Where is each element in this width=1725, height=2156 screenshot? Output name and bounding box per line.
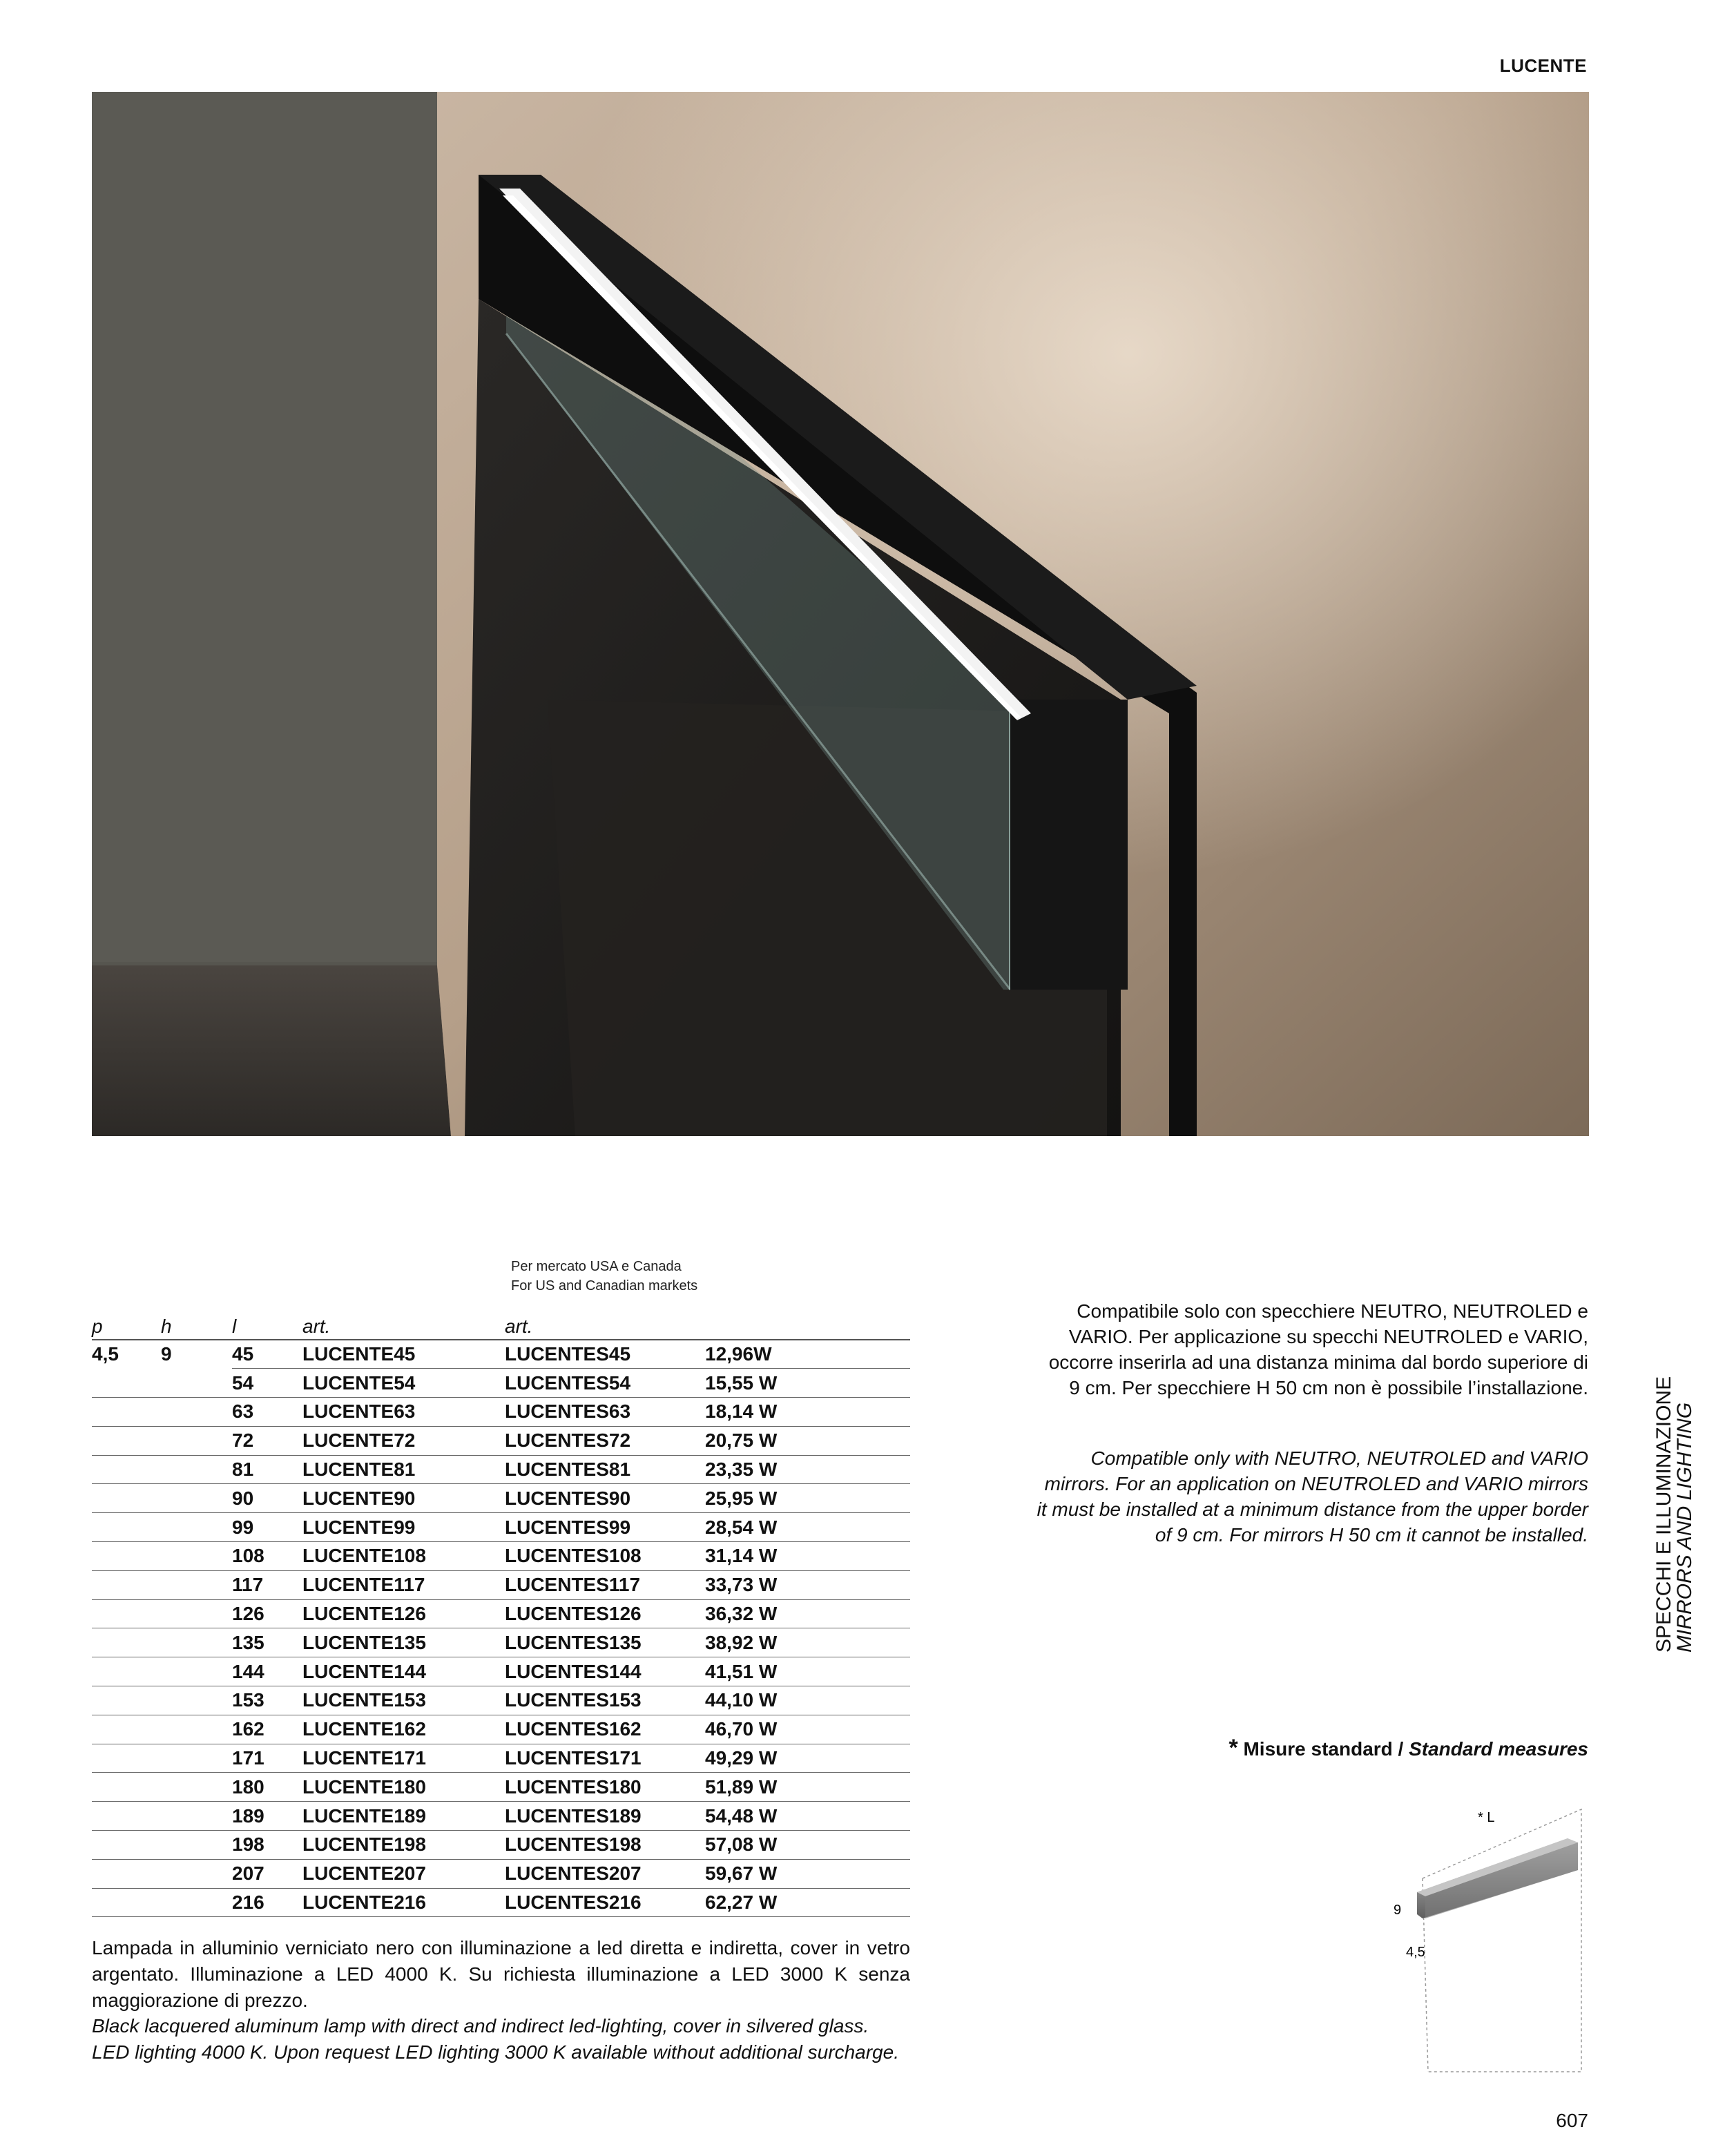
cell-p (92, 1802, 161, 1831)
cell-power: 54,48 W (705, 1802, 910, 1831)
table-row (92, 1657, 910, 1686)
cell-article: LUCENTE45 (302, 1340, 505, 1369)
cell-article-us: LUCENTES189 (505, 1802, 705, 1831)
cell-p (92, 1542, 161, 1571)
cell-article-us: LUCENTES207 (505, 1859, 705, 1888)
cell-length: 198 (232, 1831, 302, 1860)
header-art: art. (302, 1313, 505, 1340)
cell-article: LUCENTE99 (302, 1513, 505, 1542)
section-side-label (1654, 1376, 1695, 1653)
cell-h (161, 1773, 232, 1802)
cell-h (161, 1369, 232, 1398)
cell-p (92, 1484, 161, 1513)
cell-power: 36,32 W (705, 1599, 910, 1628)
cell-article: LUCENTE189 (302, 1802, 505, 1831)
cell-article-us: LUCENTES216 (505, 1888, 705, 1917)
diagram-height-label: 9 (1394, 1903, 1402, 1918)
cell-article: LUCENTE81 (302, 1455, 505, 1484)
cell-length: 90 (232, 1484, 302, 1513)
side-label-italian: SPECCHI E ILLUMINAZIONE (1652, 1376, 1675, 1653)
table-row (92, 1773, 910, 1802)
cell-p (92, 1686, 161, 1715)
table-row (92, 1570, 910, 1599)
cell-article-us: LUCENTES135 (505, 1628, 705, 1657)
cell-article: LUCENTE108 (302, 1542, 505, 1571)
cell-length: 126 (232, 1599, 302, 1628)
table-header-row (92, 1313, 910, 1340)
cell-p (92, 1513, 161, 1542)
cell-length: 72 (232, 1426, 302, 1455)
cell-article: LUCENTE135 (302, 1628, 505, 1657)
cell-h (161, 1455, 232, 1484)
table-row (92, 1455, 910, 1484)
cell-h (161, 1570, 232, 1599)
cell-length: 54 (232, 1369, 302, 1398)
cell-length: 45 (232, 1340, 302, 1369)
cell-power: 62,27 W (705, 1888, 910, 1917)
table-row (92, 1628, 910, 1657)
table-row (92, 1369, 910, 1398)
table-row (92, 1542, 910, 1571)
table-row (92, 1888, 910, 1917)
cell-p (92, 1369, 161, 1398)
cell-h (161, 1744, 232, 1773)
cell-p (92, 1570, 161, 1599)
cell-p (92, 1773, 161, 1802)
standard-measures-english: Standard measures (1409, 1738, 1588, 1760)
table-row (92, 1802, 910, 1831)
cell-length: 180 (232, 1773, 302, 1802)
cell-p (92, 1426, 161, 1455)
cell-h (161, 1628, 232, 1657)
header-power (705, 1313, 910, 1340)
cell-power: 31,14 W (705, 1542, 910, 1571)
table-row (92, 1744, 910, 1773)
cell-article-us: LUCENTES63 (505, 1398, 705, 1427)
specifications-table (92, 1313, 910, 1917)
cell-h (161, 1542, 232, 1571)
cell-power: 18,14 W (705, 1398, 910, 1427)
cell-p (92, 1628, 161, 1657)
cell-length: 144 (232, 1657, 302, 1686)
cell-article: LUCENTE207 (302, 1859, 505, 1888)
cell-p: 4,5 (92, 1343, 119, 1365)
table-row (92, 1599, 910, 1628)
cell-p (92, 1744, 161, 1773)
cell-length: 153 (232, 1686, 302, 1715)
cell-p (92, 1715, 161, 1744)
header-art-us: art. (505, 1313, 705, 1340)
cell-h (161, 1657, 232, 1686)
cell-length: 135 (232, 1628, 302, 1657)
cell-article: LUCENTE63 (302, 1398, 505, 1427)
table-row (92, 1340, 910, 1369)
cell-article-us: LUCENTES153 (505, 1686, 705, 1715)
cell-power: 49,29 W (705, 1744, 910, 1773)
cell-article: LUCENTE144 (302, 1657, 505, 1686)
cell-article-us: LUCENTES108 (505, 1542, 705, 1571)
cell-h (161, 1888, 232, 1917)
table-row (92, 1426, 910, 1455)
cell-power: 44,10 W (705, 1686, 910, 1715)
cell-article: LUCENTE54 (302, 1369, 505, 1398)
description-italian: Lampada in alluminio verniciato nero con illuminazione a led diretta e indiretta, cover in vetro argentato. Illuminazione a LED 4000 K. Su richiesta illuminazione a LED 3000 K senza maggiorazione di prezzo. (92, 1937, 910, 2011)
cell-h (161, 1398, 232, 1427)
cell-length: 81 (232, 1455, 302, 1484)
product-photo (92, 92, 1589, 1136)
table-row (92, 1859, 910, 1888)
cell-h (161, 1715, 232, 1744)
header-p: p (92, 1313, 161, 1340)
cell-power: 33,73 W (705, 1570, 910, 1599)
table-row (92, 1686, 910, 1715)
cell-power: 38,92 W (705, 1628, 910, 1657)
cell-h (161, 1426, 232, 1455)
cell-h: 9 (161, 1343, 172, 1365)
table-row (92, 1513, 910, 1542)
header-l: l (232, 1313, 302, 1340)
diagram-length-label: * L (1478, 1810, 1495, 1825)
cell-p (92, 1599, 161, 1628)
cell-article-us: LUCENTES117 (505, 1570, 705, 1599)
cell-article-us: LUCENTES198 (505, 1831, 705, 1860)
cell-power: 25,95 W (705, 1484, 910, 1513)
cell-article: LUCENTE90 (302, 1484, 505, 1513)
cell-h (161, 1484, 232, 1513)
cell-length: 108 (232, 1542, 302, 1571)
cell-article-us: LUCENTES171 (505, 1744, 705, 1773)
cell-power: 23,35 W (705, 1455, 910, 1484)
cell-article-us: LUCENTES72 (505, 1426, 705, 1455)
cell-p (92, 1831, 161, 1860)
cell-article: LUCENTE180 (302, 1773, 505, 1802)
cell-power: 59,67 W (705, 1859, 910, 1888)
cell-length: 216 (232, 1888, 302, 1917)
cell-h (161, 1513, 232, 1542)
cell-article: LUCENTE126 (302, 1599, 505, 1628)
cell-article: LUCENTE171 (302, 1744, 505, 1773)
cell-power: 12,96W (705, 1340, 910, 1369)
table-row (92, 1715, 910, 1744)
description-english: Black lacquered aluminum lamp with direct and indirect led-lighting, cover in silvered glass. LED lighting 4000 K. Upon request LED lighting 3000 K available without additional surcharge. (92, 2015, 899, 2063)
cell-h (161, 1802, 232, 1831)
cell-length: 63 (232, 1398, 302, 1427)
cell-length: 207 (232, 1859, 302, 1888)
cell-article: LUCENTE216 (302, 1888, 505, 1917)
cell-h (161, 1831, 232, 1860)
cell-p (92, 1657, 161, 1686)
compatibility-italian: Compatibile solo con specchiere NEUTRO, NEUTROLED e VARIO. Per applicazione su specchi NEUTROLED e VARIO, occorre inserirla ad una distanza minima dal bordo superiore di 9 cm. Per specchiere H 50 cm non è possibile l’installazione. (1048, 1300, 1588, 1398)
cell-article-us: LUCENTES144 (505, 1657, 705, 1686)
asterisk-icon: * (1228, 1735, 1238, 1761)
cell-power: 20,75 W (705, 1426, 910, 1455)
cell-article-us: LUCENTES162 (505, 1715, 705, 1744)
cell-p (92, 1888, 161, 1917)
cell-article-us: LUCENTES90 (505, 1484, 705, 1513)
cell-article-us: LUCENTES126 (505, 1599, 705, 1628)
cell-article-us: LUCENTES45 (505, 1340, 705, 1369)
standard-measures-italian: Misure standard / (1243, 1738, 1404, 1760)
cell-h (161, 1686, 232, 1715)
cell-power: 15,55 W (705, 1369, 910, 1398)
market-note: Per mercato USA e Canada For US and Canadian markets (511, 1259, 698, 1293)
page-title: LUCENTE (1499, 55, 1587, 76)
cell-length: 162 (232, 1715, 302, 1744)
cell-p (92, 1398, 161, 1427)
cell-p (92, 1455, 161, 1484)
cell-article: LUCENTE153 (302, 1686, 505, 1715)
compatibility-english: Compatible only with NEUTRO, NEUTROLED and VARIO mirrors. For an application on NEUTROLED and VARIO mirrors it must be installed at a minimum distance from the upper border of 9 cm. For mirrors H 50 cm it cannot be installed. (1037, 1447, 1588, 1546)
cell-article-us: LUCENTES180 (505, 1773, 705, 1802)
page-number: 607 (1556, 2110, 1588, 2131)
table-row (92, 1484, 910, 1513)
cell-length: 171 (232, 1744, 302, 1773)
cell-p (92, 1859, 161, 1888)
dimension-diagram (1381, 1796, 1595, 2079)
cell-article: LUCENTE162 (302, 1715, 505, 1744)
cell-article: LUCENTE72 (302, 1426, 505, 1455)
cell-length: 117 (232, 1570, 302, 1599)
cell-power: 57,08 W (705, 1831, 910, 1860)
cell-h (161, 1599, 232, 1628)
cell-power: 41,51 W (705, 1657, 910, 1686)
standard-measures-legend (1228, 1735, 1588, 1762)
cell-article: LUCENTE117 (302, 1570, 505, 1599)
cell-article-us: LUCENTES81 (505, 1455, 705, 1484)
cell-power: 51,89 W (705, 1773, 910, 1802)
cell-length: 189 (232, 1802, 302, 1831)
cell-length: 99 (232, 1513, 302, 1542)
table-row (92, 1831, 910, 1860)
cell-power: 46,70 W (705, 1715, 910, 1744)
cell-article: LUCENTE198 (302, 1831, 505, 1860)
side-label-english: MIRRORS AND LIGHTING (1673, 1402, 1696, 1653)
cell-h (161, 1859, 232, 1888)
cell-article-us: LUCENTES99 (505, 1513, 705, 1542)
table-row (92, 1398, 910, 1427)
header-h: h (161, 1313, 232, 1340)
cell-power: 28,54 W (705, 1513, 910, 1542)
cell-article-us: LUCENTES54 (505, 1369, 705, 1398)
diagram-depth-label: 4,5 (1406, 1945, 1425, 1960)
